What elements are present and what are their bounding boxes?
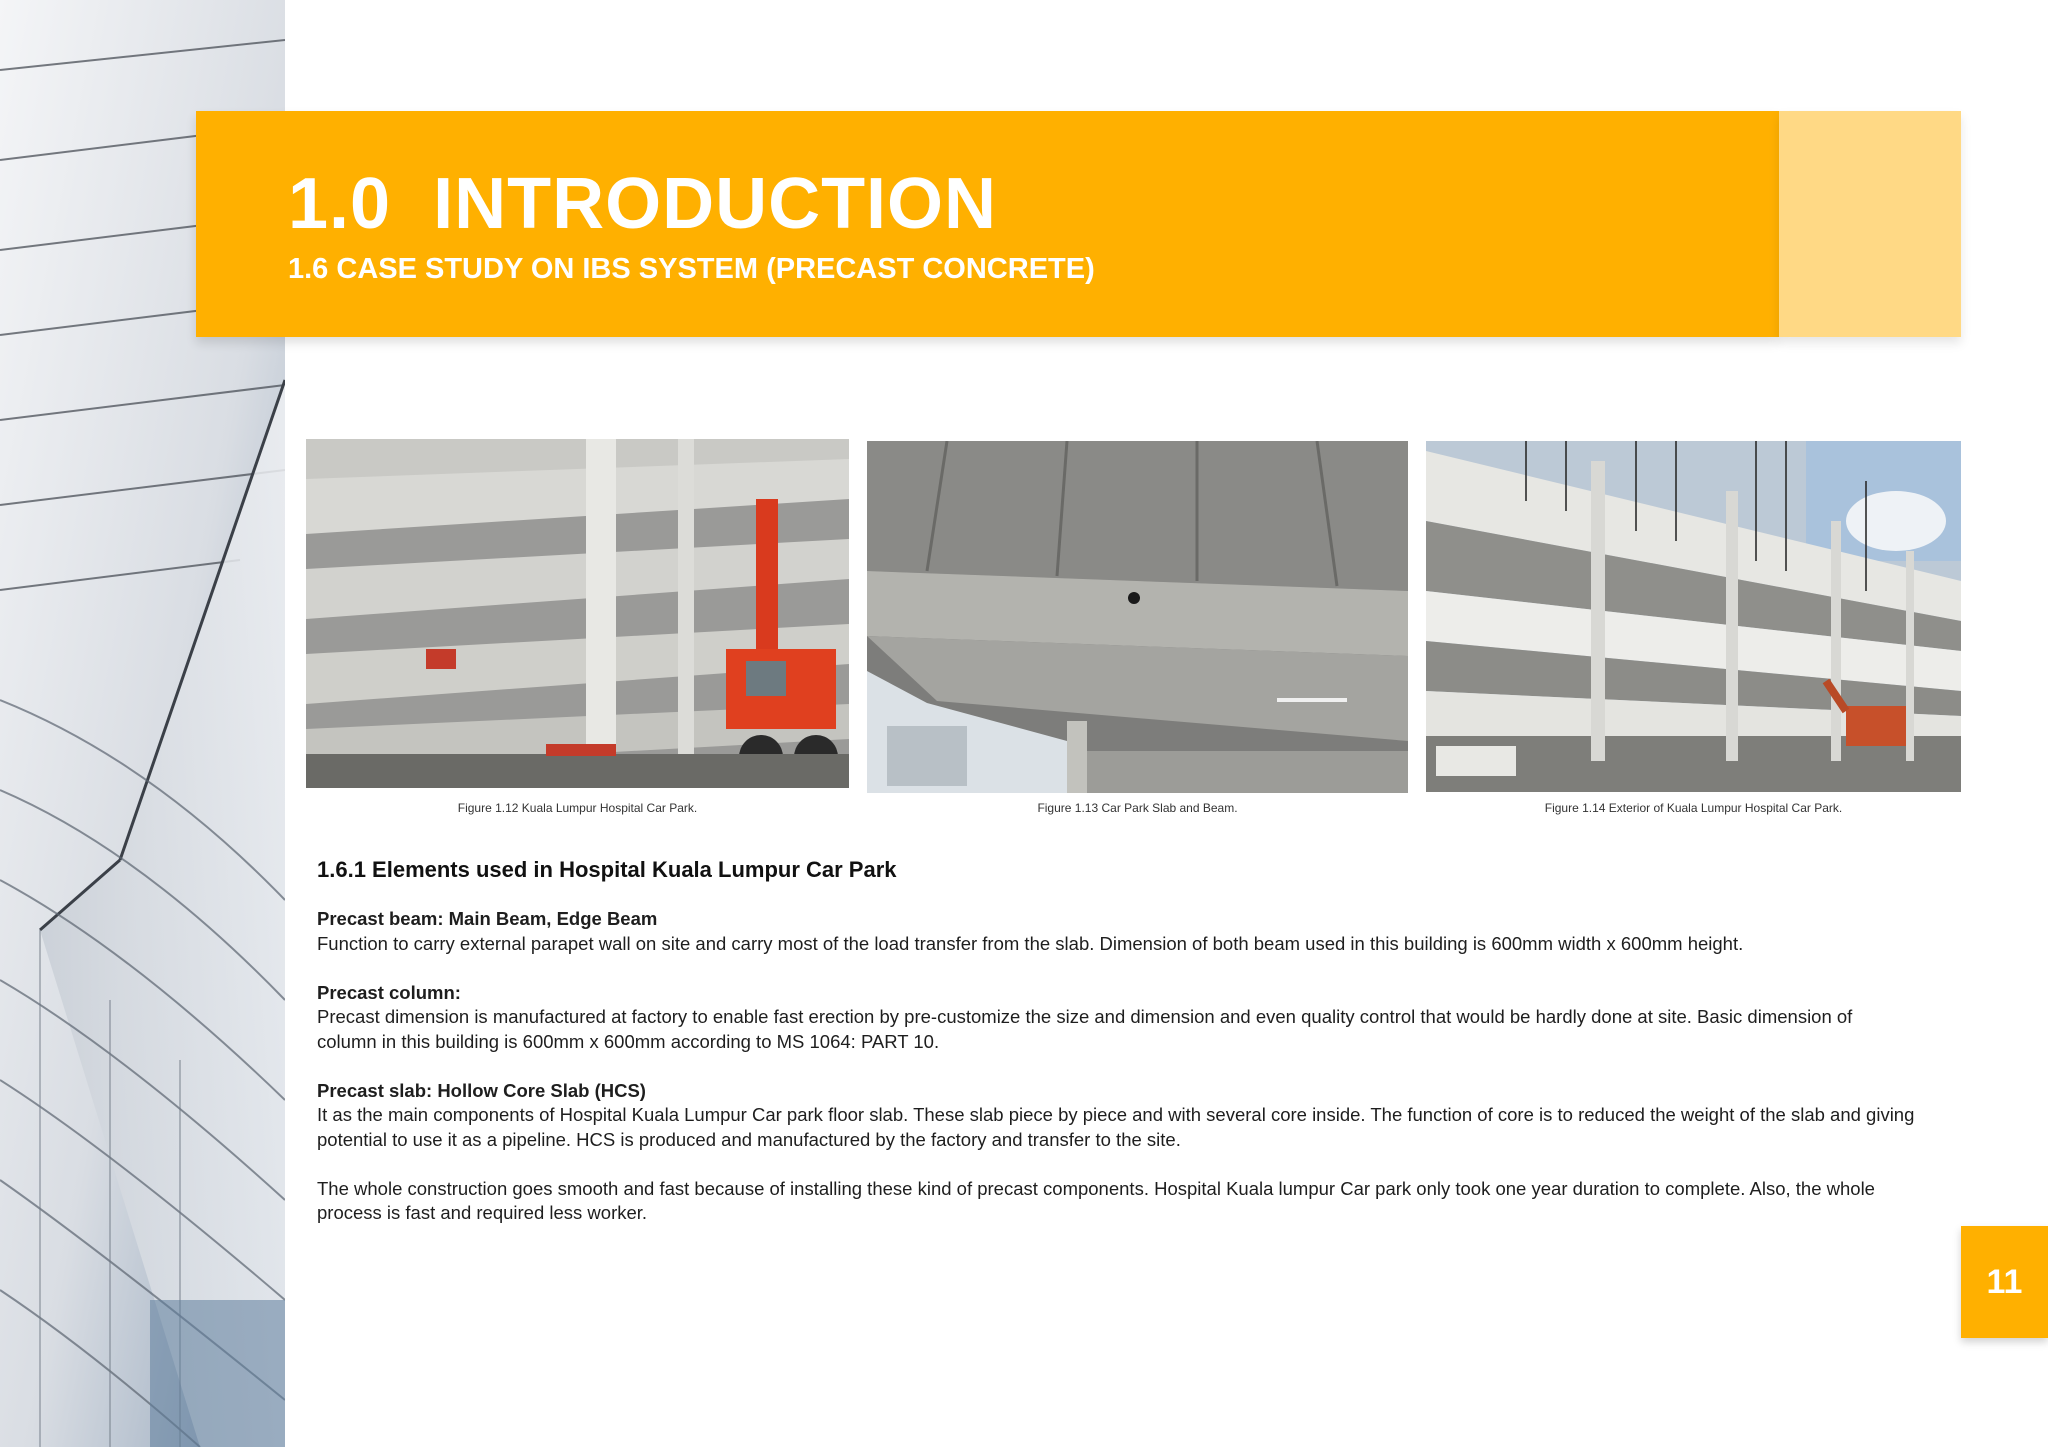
page-title: 1.0 INTRODUCTION bbox=[288, 164, 998, 244]
figure-car-park-exterior bbox=[1426, 441, 1961, 792]
figure-caption: Figure 1.12 Kuala Lumpur Hospital Car Park. bbox=[457, 801, 698, 815]
precast-column-title: Precast column: bbox=[317, 981, 461, 1003]
page-subtitle: 1.6 CASE STUDY ON IBS SYSTEM (PRECAST CONCRETE) bbox=[288, 253, 1095, 285]
precast-beam-text: Function to carry external parapet wall on site and carry most of the load transfer from the slab. Dimension of both beam used in this building is 600mm width x 600mm height. bbox=[317, 932, 1744, 954]
precast-slab-paragraph bbox=[317, 1079, 1917, 1153]
precast-column-text: Precast dimension is manufactured at factory to enable fast erection by pre-customize the size and dimension and even quality control that would be hardly done at site. Basic dimension of column in this building is 600mm x 600mm according to MS 1064: PART 10. bbox=[317, 1006, 1853, 1052]
summary-paragraph: The whole construction goes smooth and fast because of installing these kind of precast components. Hospital Kuala lumpur Car park only took one year duration to complete. Also, the whole process is fast and required less worker. bbox=[317, 1177, 1875, 1223]
figure-slab-and-beam bbox=[867, 441, 1408, 793]
precast-beam-paragraph bbox=[317, 907, 1917, 956]
section-heading: 1.6.1 Elements used in Hospital Kuala Lumpur Car Park bbox=[317, 857, 897, 882]
header-accent-block bbox=[1779, 111, 1961, 337]
precast-column-paragraph bbox=[317, 981, 1917, 1055]
figure-car-park-interior bbox=[306, 439, 849, 788]
page-number: 11 bbox=[1961, 1226, 2048, 1338]
figure-caption: Figure 1.13 Car Park Slab and Beam. bbox=[1037, 801, 1238, 815]
precast-beam-title: Precast beam: Main Beam, Edge Beam bbox=[317, 908, 658, 929]
figure-caption: Figure 1.14 Exterior of Kuala Lumpur Hospital Car Park. bbox=[1544, 801, 1843, 815]
precast-slab-text: It as the main components of Hospital Kuala Lumpur Car park floor slab. These slab piece by piece and with several core inside. The function of core is to reduced the weight of the slab and giving potential to use it as a pipeline. HCS is produced and manufactured by the factory and transfer to the site. bbox=[317, 1104, 1915, 1150]
body-content bbox=[317, 907, 1917, 1250]
precast-slab-title: Precast slab: Hollow Core Slab (HCS) bbox=[317, 1079, 646, 1101]
